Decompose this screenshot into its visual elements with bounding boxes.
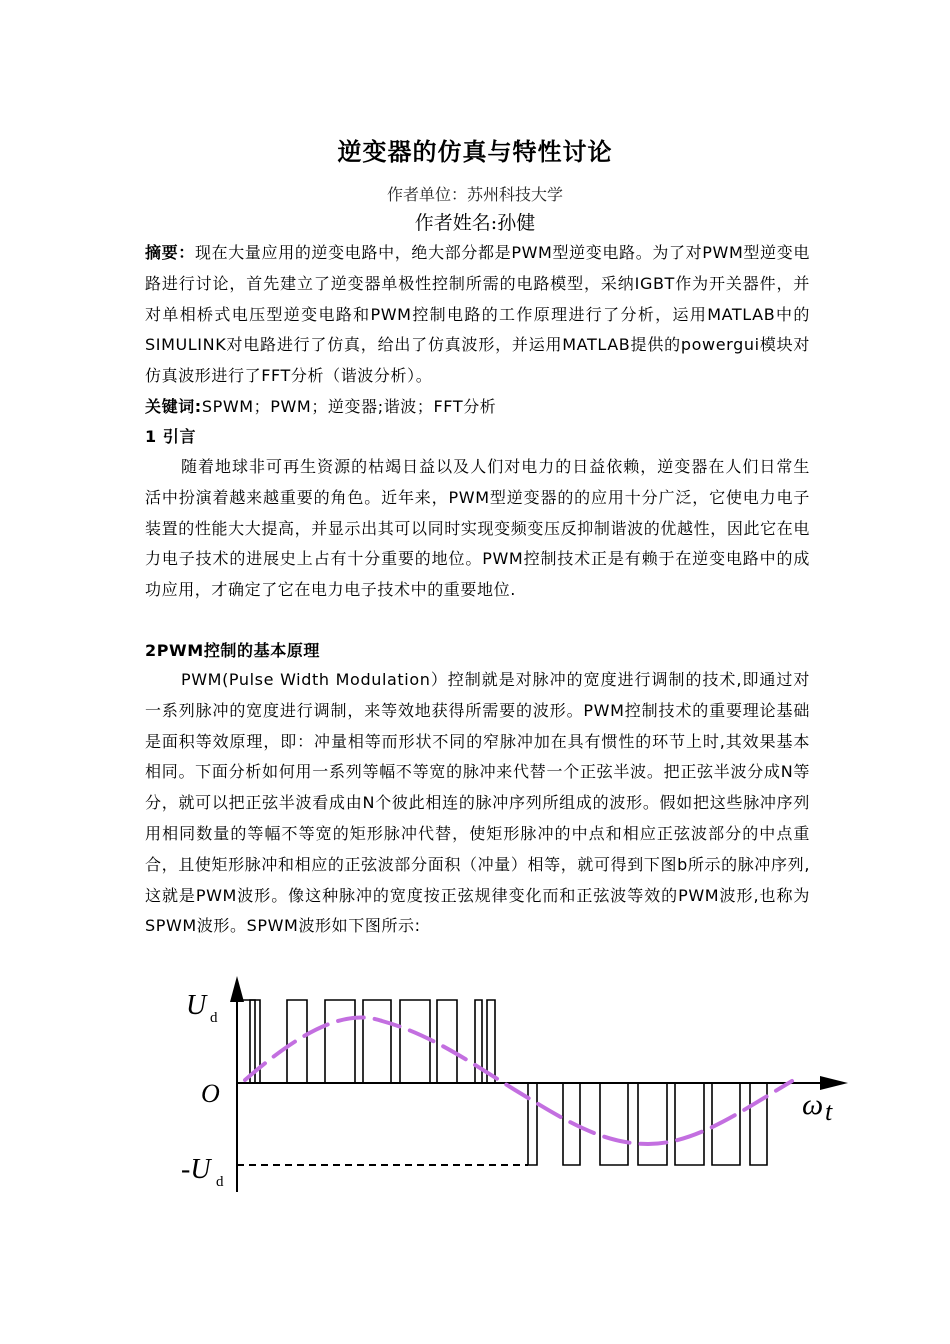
abstract-text: 现在大量应用的逆变电路中，绝大部分都是PWM型逆变电路。为了对PWM型逆变电路进行讨论，首先建立了逆变器单极性控制所需的电路模型，采纳IGBT作为开关器件，并对单相桥式电压型逆变电路和PWM控制电路的工作原理进行了分析，运用MATLAB中的SIMULINK对电路进行了仿真，给出了仿真波形，并运用MATLAB提供的powergui模块对仿真波形进行了FFT分析（谐波分析）。 <box>145 243 810 386</box>
pulse <box>600 1083 628 1165</box>
pulse <box>237 1000 255 1083</box>
author-unit: 作者单位：苏州科技大学 <box>386 185 563 204</box>
t-label: t <box>825 1097 833 1126</box>
section2-paragraph: PWM(Pulse Width Modulation）控制就是对脉冲的宽度进行调制的技术,即通过对一系列脉冲的宽度进行调制，来等效地获得所需要的波形。PWM控制技术的重要理论基础是面积等效原理，即：冲量相等而形状不同的窄脉冲加在具有惯性的环节上时,其效果基本相同。下面分析如何用一系列等幅不等宽的脉冲来代替一个正弦半波。把正弦半波分成N等分，就可以把正弦半波看成由N个彼此相连的脉冲序列所组成的波形。假如把这些脉冲序列用相同数量的等幅不等宽的矩形脉冲代替，使矩形脉冲的中点和相应正弦波部分的中点重合，且使矩形脉冲和相应的正弦波部分面积（冲量）相等，就可得到下图b所示的脉冲序列,这就是PWM波形。像这种脉冲的宽度按正弦规律变化而和正弦波等效的PWM波形,也称为SPWM波形。SPWM波形如下图所示: <box>145 670 810 936</box>
x-axis-arrow <box>820 1076 848 1090</box>
omega-label: ω <box>802 1088 824 1121</box>
keywords-label: 关键词: <box>145 397 202 416</box>
pulse <box>325 1000 355 1083</box>
section1-heading-text: 1 引言 <box>145 427 197 446</box>
keywords-line <box>145 392 810 423</box>
origin-label: O <box>201 1079 220 1108</box>
pulse <box>750 1083 767 1165</box>
y-axis-arrow <box>230 976 244 1002</box>
pulse <box>437 1000 457 1083</box>
pulse <box>400 1000 430 1083</box>
ud-label: U <box>186 990 207 1021</box>
negative-pulse-train <box>528 1083 767 1165</box>
section2-heading <box>145 636 810 667</box>
positive-pulse-train <box>237 1000 495 1083</box>
abstract-label: 摘要： <box>145 243 195 262</box>
neg-ud-label: -U <box>181 1154 211 1185</box>
neg-ud-subscript: d <box>216 1174 224 1190</box>
spwm-waveform-figure <box>170 972 860 1202</box>
abstract-paragraph <box>145 238 810 392</box>
pulse <box>363 1000 391 1083</box>
pulse <box>638 1083 667 1165</box>
pulse <box>675 1083 704 1165</box>
section1-heading <box>145 422 810 453</box>
pulse <box>528 1083 537 1165</box>
section1-paragraph: 随着地球非可再生资源的枯竭日益以及人们对电力的日益依赖，逆变器在人们日常生活中扮演着越来越重要的角色。近年来，PWM型逆变器的的应用十分广泛，它使电力电子装置的性能大大提高，并显示出其可以同时实现变频变压反抑制谐波的优越性，因此它在电力电子技术的进展史上占有十分重要的地位。PWM控制技术正是有赖于在逆变电路中的成功应用，才确定了它在电力电子技术中的重要地位. <box>145 457 810 600</box>
ud-subscript: d <box>210 1010 218 1026</box>
document-title: 逆变器的仿真与特性讨论 <box>337 138 613 166</box>
author-name: 作者姓名:孙健 <box>414 212 536 234</box>
section2-heading-text: 2PWM控制的基本原理 <box>145 641 321 660</box>
sine-reference-curve <box>245 1018 792 1144</box>
pulse <box>487 1000 495 1083</box>
keywords-text: SPWM；PWM；逆变器;谐波；FFT分析 <box>201 397 497 416</box>
